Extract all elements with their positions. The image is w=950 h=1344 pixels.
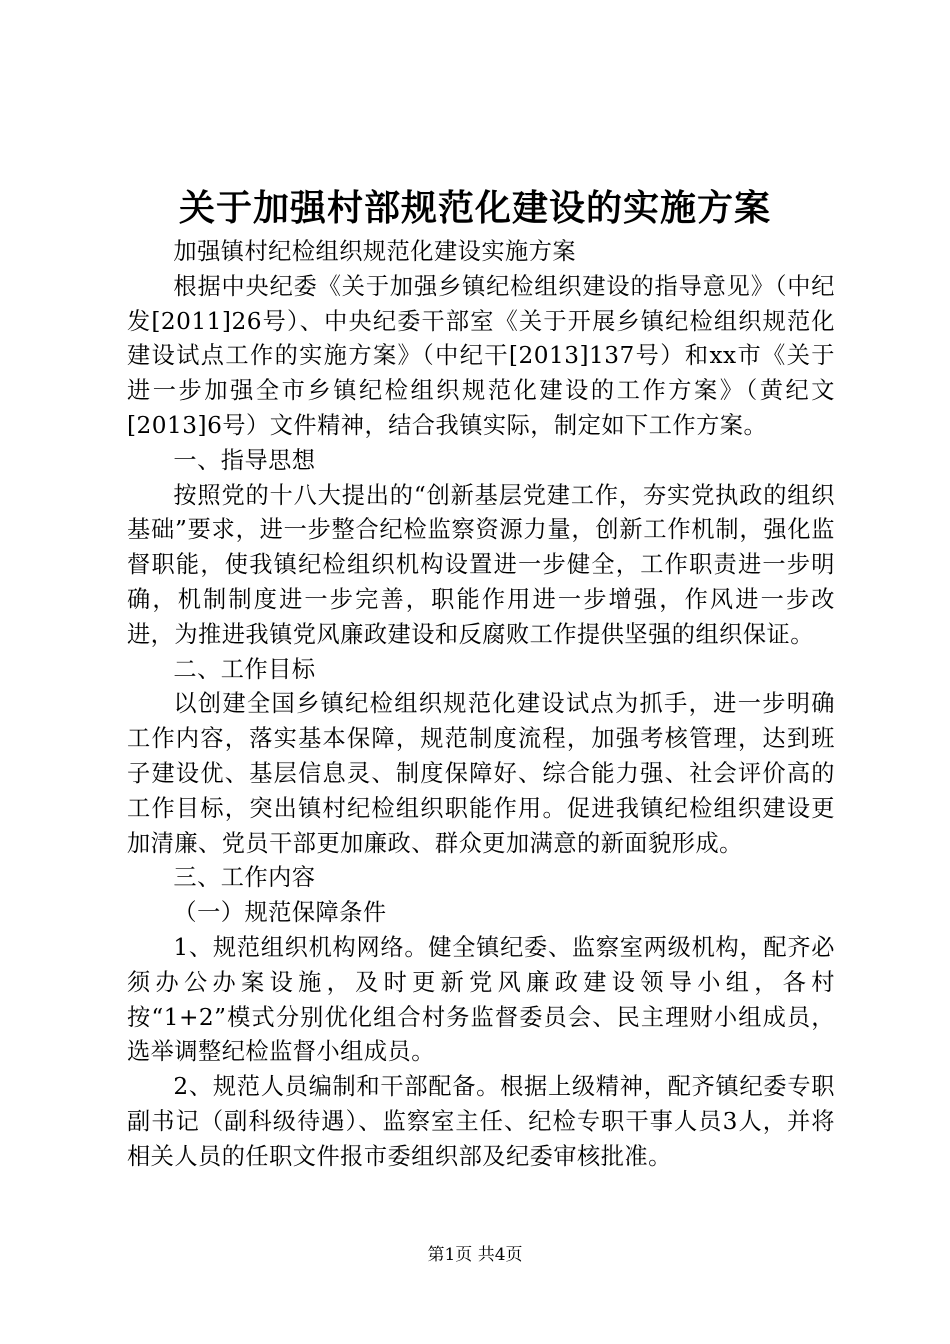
intro-paragraph: 根据中央纪委《关于加强乡镇纪检组织建设的指导意见》（中纪发[2011]26号）、中央纪委干部室《关于开展乡镇纪检组织规范化建设试点工作的实施方案》（中纪干[2013]137号）和xx市《关于进一步加强全市乡镇纪检组织规范化建设的工作方案》（黄纪文[2013]6号）文件精神，结合我镇实际，制定如下工作方案。 <box>127 272 835 439</box>
section-heading-work-goals: 二、工作目标 <box>173 655 316 683</box>
section-heading-work-content: 三、工作内容 <box>173 864 316 892</box>
document-body <box>127 235 835 1175</box>
subtitle-paragraph: 加强镇村纪检组织规范化建设实施方案 <box>173 238 577 265</box>
page-number-footer: 第1页 共4页 <box>427 1245 523 1265</box>
work-goals-paragraph: 以创建全国乡镇纪检组织规范化建设试点为抓手，进一步明确工作内容，落实基本保障，规范制度流程，加强考核管理，达到班子建设优、基层信息灵、制度保障好、综合能力强、社会评价高的工作目标，突出镇村纪检组织职能作用。促进我镇纪检组织建设更加清廉、党员干部更加廉政、群众更加满意的新面貌形成。 <box>127 690 835 857</box>
item-2-paragraph: 2、规范人员编制和干部配备。根据上级精神，配齐镇纪委专职副书记（副科级待遇）、监察室主任、纪检专职干事人员3人，并将相关人员的任职文件报市委组织部及纪委审核批准。 <box>127 1073 835 1170</box>
item-1-paragraph: 1、规范组织机构网络。健全镇纪委、监察室两级机构，配齐必须办公办案设施，及时更新党风廉政建设领导小组，各村按“1+2”模式分别优化组合村务监督委员会、民主理财小组成员，选举调整纪检监督小组成员。 <box>127 933 835 1066</box>
subsection-heading-conditions: （一）规范保障条件 <box>173 899 387 927</box>
document-title: 关于加强村部规范化建设的实施方案 <box>178 187 771 229</box>
section-heading-guiding-ideology: 一、指导思想 <box>173 446 316 474</box>
guiding-ideology-paragraph: 按照党的十八大提出的“创新基层党建工作，夯实党执政的组织基础”要求，进一步整合纪检监察资源力量，创新工作机制，强化监督职能，使我镇纪检组织机构设置进一步健全，工作职责进一步明确，机制制度进一步完善，职能作用进一步增强，作风进一步改进，为推进我镇党风廉政建设和反腐败工作提供坚强的组织保证。 <box>127 481 835 648</box>
